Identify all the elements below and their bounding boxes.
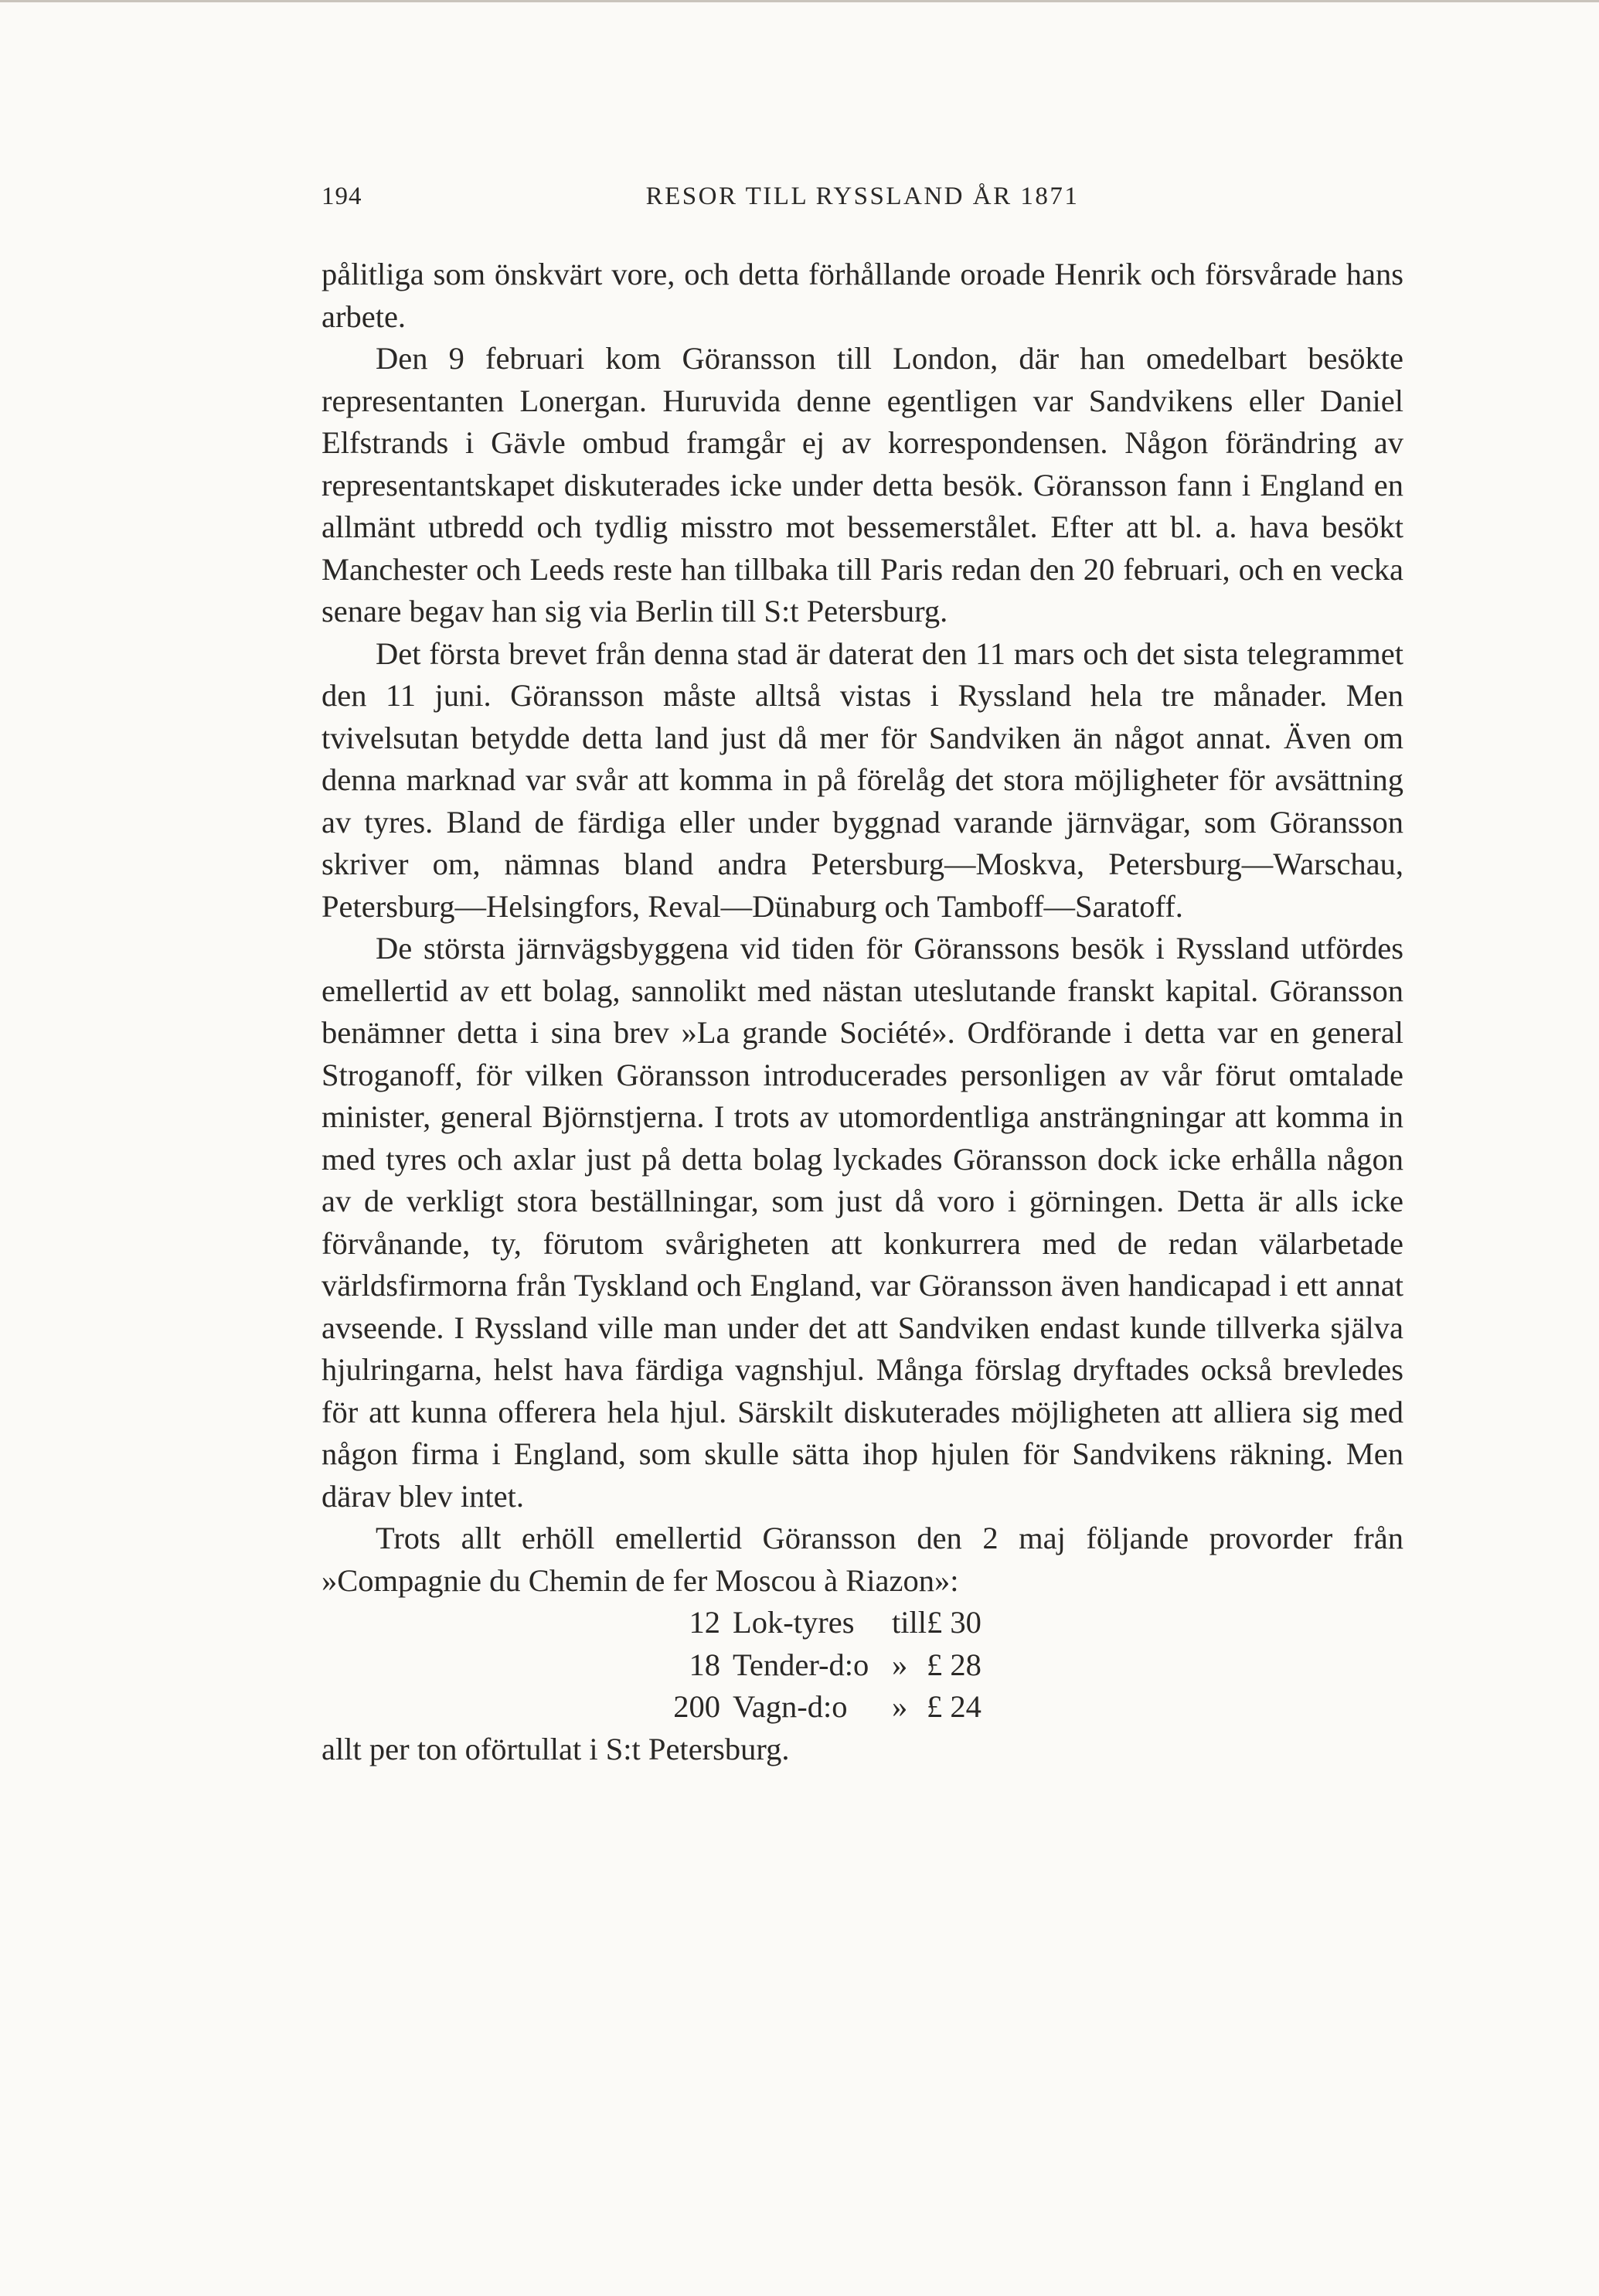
order-item: Tender-d:o (733, 1647, 869, 1682)
order-price: £ 28 (927, 1647, 982, 1682)
running-title: RESOR TILL RYSSLAND ÅR 1871 (645, 182, 1080, 210)
order-table (646, 1602, 982, 1729)
order-row (646, 1686, 982, 1729)
order-price: £ 24 (927, 1689, 982, 1724)
book-page (322, 182, 1403, 1770)
closing-line: allt per ton oförtullat i S:t Petersburg. (322, 1731, 790, 1766)
paragraph-5: Trots allt erhöll emellertid Göransson den 2 maj följande provorder från »Compagnie du Chemin de fer Moscou à Riazon»: (322, 1521, 1403, 1598)
order-price: £ 30 (927, 1605, 982, 1640)
order-ditto: » (892, 1647, 908, 1682)
paragraph-4: De största järnvägsbyggena vid tiden för Göranssons besök i Ryssland utfördes emellertid av ett bolag, sannolikt med nästan uteslutande franskt kapital. Göransson benämner detta i sina brev »La grande Société». Ordförande i detta var en general Stroganoff, för vilken Göransson introducerades personligen av vår förut omtalade minister, general Björnstjerna. I trots av utomordentliga ansträngningar att komma in med tyres och axlar just på detta bolag lyckades Göransson dock icke erhålla någon av de verkligt stora beställningar, som just då voro i görningen. Detta är alls icke förvånande, ty, förutom svårigheten att konkurrera med de redan välarbetade världsfirmorna från Tyskland och England, var Göransson även handicapad i ett annat avseende. I Ryssland ville man under det att Sandviken endast kunde tillverka själva hjulringarna, helst hava färdiga vagnshjul. Många förslag dryftades också brevledes för att kunna offerera hela hjul. Särskilt diskuterades möjligheten att alliera sig med någon firma i England, som skulle sätta ihop hjulen för Sandvikens räkning. Men därav blev intet. (322, 931, 1403, 1514)
order-qty: 200 (673, 1689, 720, 1724)
order-qty: 12 (689, 1605, 720, 1640)
paragraph-1: pålitliga som önskvärt vore, och detta förhållande oroade Henrik och försvårade hans arbete. (322, 257, 1403, 334)
order-ditto: till (892, 1605, 927, 1640)
order-item: Vagn-d:o (733, 1689, 848, 1724)
order-ditto: » (892, 1689, 908, 1724)
running-head (322, 182, 1403, 220)
paragraph-3: Det första brevet från denna stad är daterat den 11 mars och det sista telegrammet den 11 juni. Göransson måste alltså vistas i Ryssland hela tre månader. Men tvivelsutan betydde detta land just då mer för Sandviken än något annat. Även om denna marknad var svår att komma in på förelåg det stora möjligheter för avsättning av tyres. Bland de färdiga eller under byggnad varande järnvägar, som Göransson skriver om, nämnas bland andra Petersburg—Moskva, Petersburg—Warschau, Petersburg—Helsingfors, Reval—Dünaburg och Tamboff—Saratoff. (322, 635, 1403, 924)
order-qty: 18 (689, 1647, 720, 1682)
page-number: 194 (322, 182, 362, 210)
paragraph-2: Den 9 februari kom Göransson till London, där han omedelbart besökte representanten Lonergan. Huruvida denne egentligen var Sandvikens eller Daniel Elfstrands i Gävle ombud framgår ej av korrespondensen. Någon förändring av representantskapet diskuterades icke under detta besök. Göransson fann i England en allmänt utbredd och tydlig misstro mot bessemerstålet. Efter att bl. a. hava besökt Manchester och Leeds reste han tillbaka till Paris redan den 20 februari, och en vecka senare begav han sig via Berlin till S:t Petersburg. (322, 341, 1403, 629)
order-item: Lok-tyres (733, 1605, 855, 1640)
body-text (322, 254, 1403, 1770)
order-row (646, 1644, 982, 1687)
page-top-edge (0, 0, 1599, 2)
order-row (646, 1602, 982, 1644)
